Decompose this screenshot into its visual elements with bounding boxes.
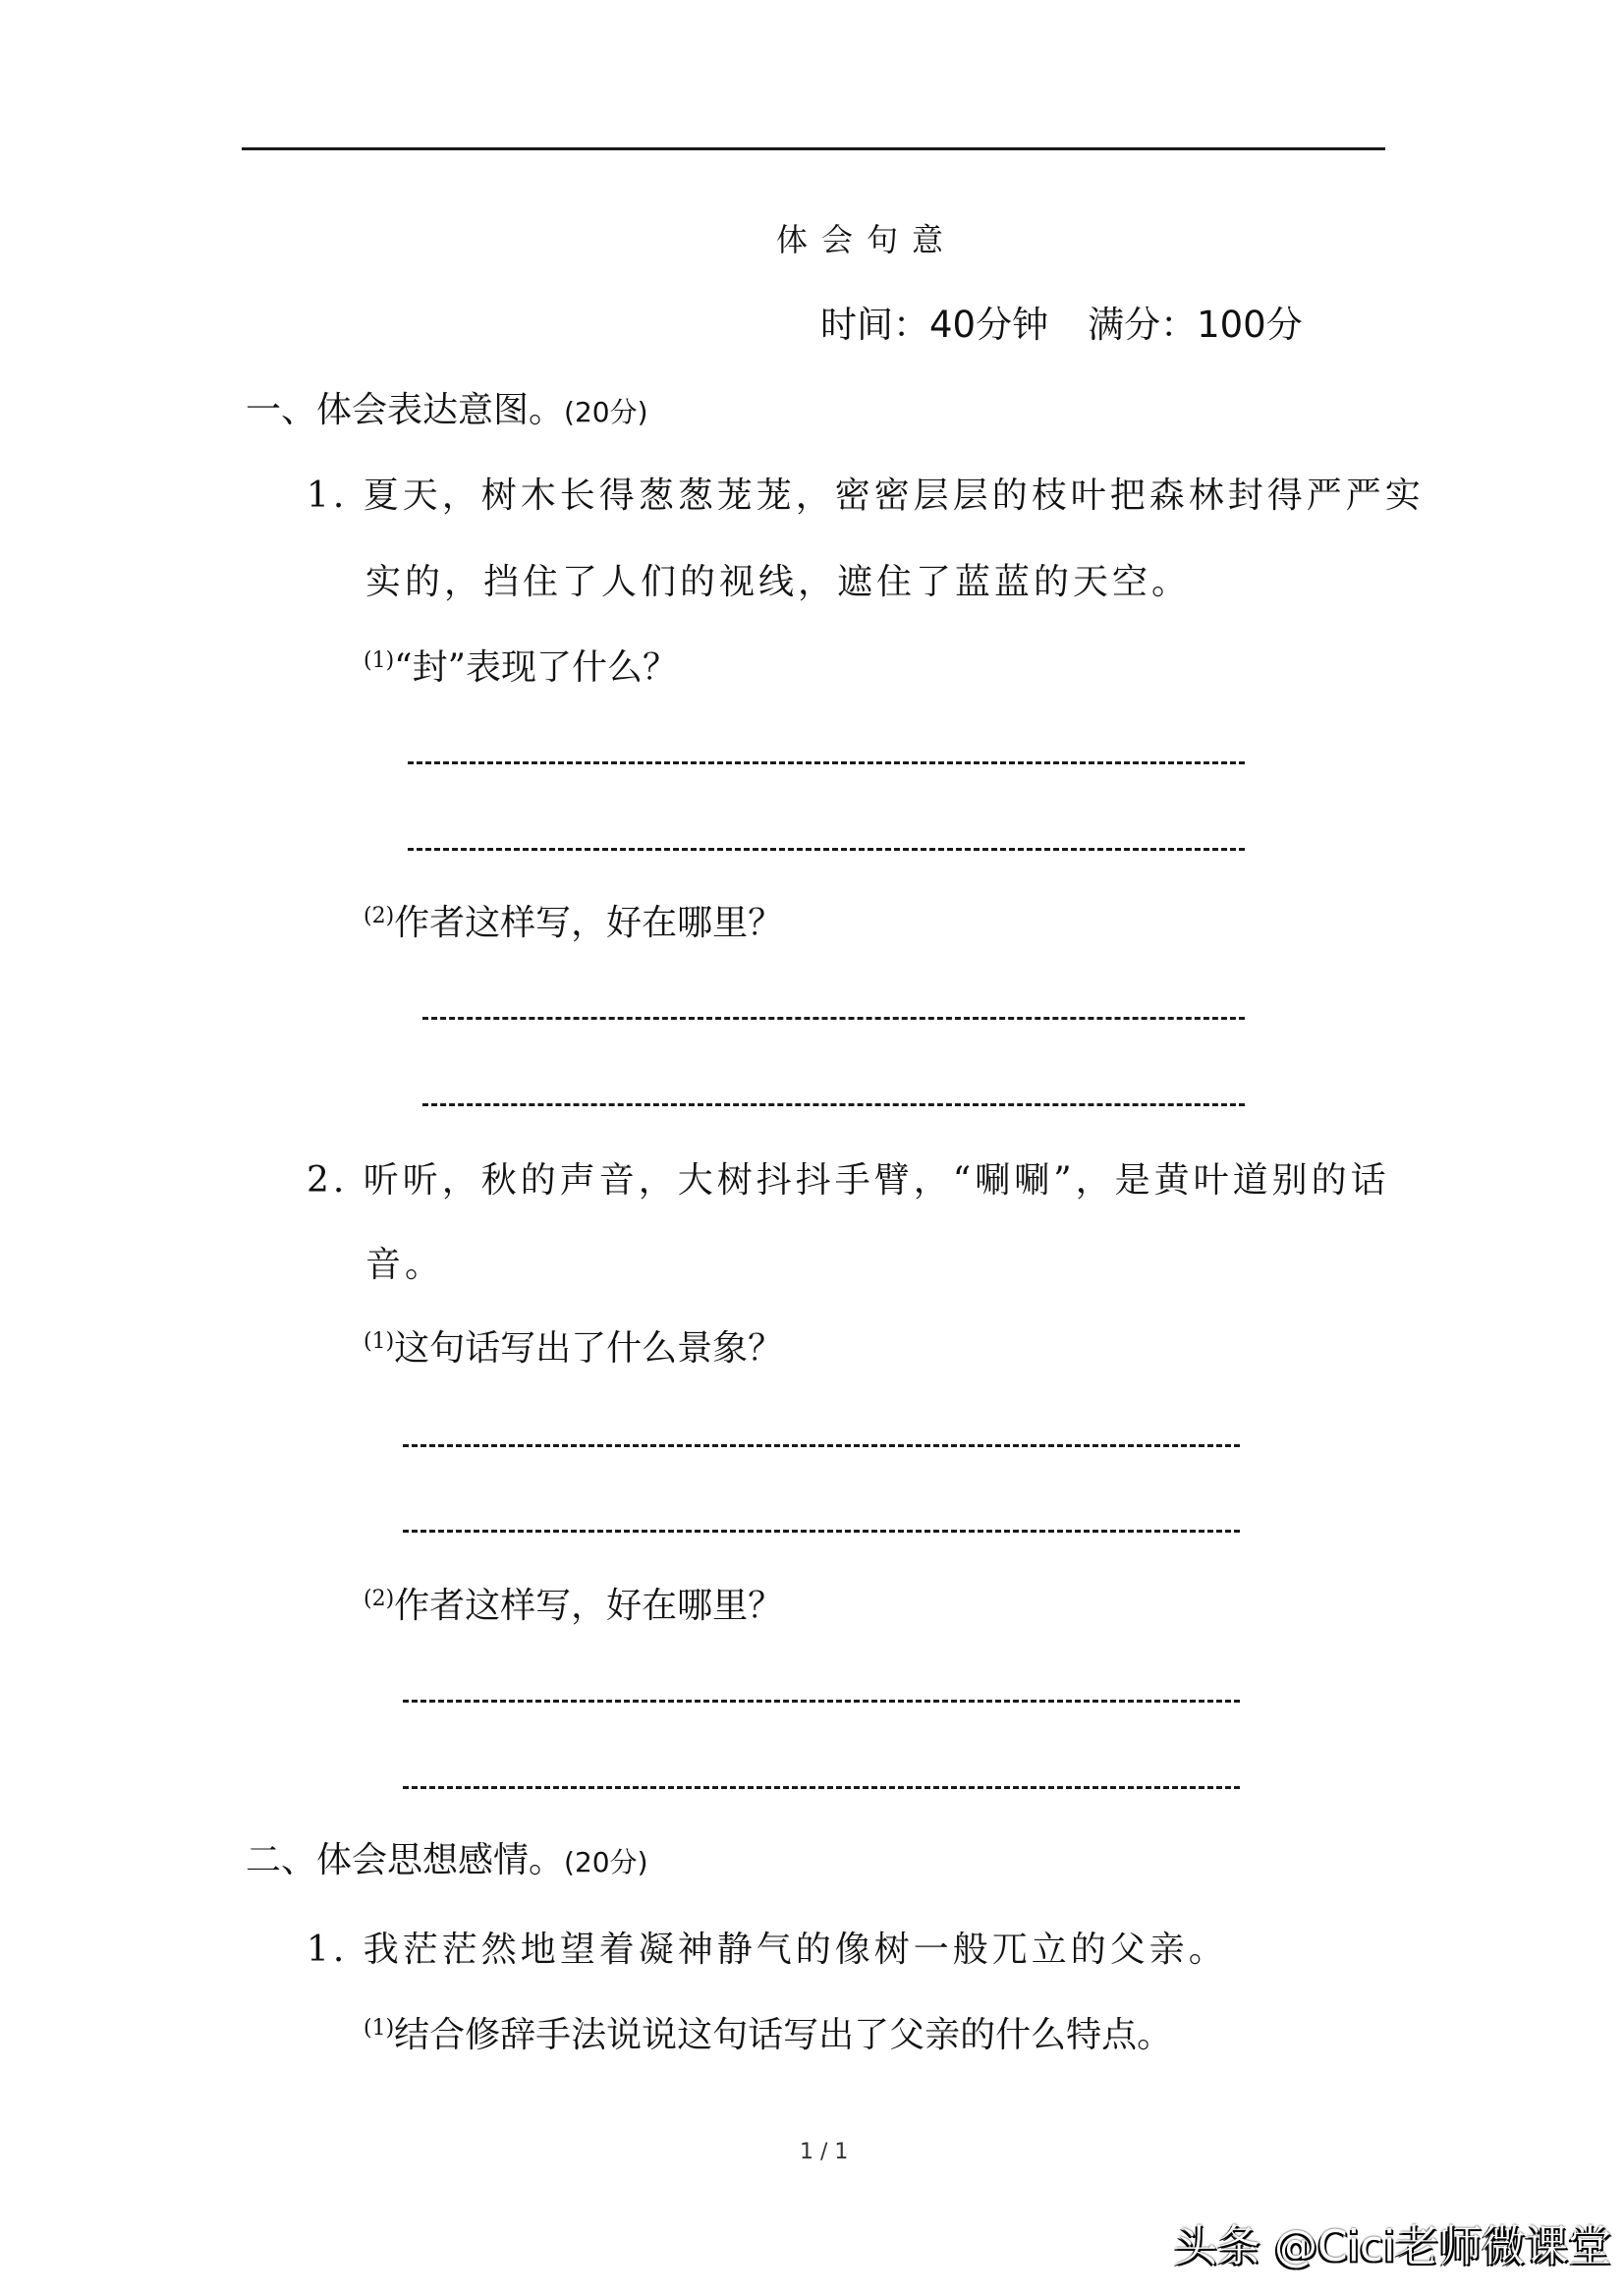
s2-q1-sub1 [364,2015,1173,2055]
sub-number: (1) [364,648,395,673]
sub-number: (1) [364,1329,395,1354]
s1-q1-sub2 [364,903,784,943]
answer-line[interactable] [408,848,1245,851]
answer-line[interactable] [422,1103,1245,1106]
section-2-title: 二、体会思想感情。 [246,1840,565,1880]
header-rule [242,147,1385,150]
section-2-points: (20分) [564,1846,648,1878]
sub-number: (2) [364,1587,395,1611]
page-title: 体会句意 [776,221,958,258]
s1-q1-line1: 1. 夏天，树木长得葱葱茏茏，密密层层的枝叶把森林封得严严实 [307,476,1425,516]
sub-text: 结合修辞手法说说这句话写出了父亲的什么特点。 [394,2015,1173,2055]
s1-q1-sub1 [364,647,678,688]
section-2-heading [246,1840,648,1880]
sub-text: “封”表现了什么？ [394,647,678,688]
s1-q2-line1: 2. 听听，秋的声音，大树抖抖手臂，“唰唰”，是黄叶道别的话 [307,1160,1390,1201]
answer-line[interactable] [403,1786,1240,1789]
section-1-heading [246,390,648,430]
section-1-title: 一、体会表达意图。 [246,390,565,430]
answer-line[interactable] [422,1017,1245,1020]
exam-meta [820,304,1303,346]
s1-q2-line2: 音。 [365,1245,445,1285]
section-1-points: (20分) [564,396,648,428]
sub-number: (1) [364,2016,395,2041]
time-limit: 时间：40分钟 [820,304,1049,346]
page-number: 1 / 1 [800,2140,849,2164]
full-score: 满分：100分 [1088,304,1303,346]
answer-line[interactable] [403,1530,1240,1533]
sub-number: (2) [364,904,395,928]
sub-text: 这句话写出了什么景象？ [394,1328,784,1369]
sub-text: 作者这样写，好在哪里？ [394,903,784,943]
sub-text: 作者这样写，好在哪里？ [394,1586,784,1626]
s1-q1-line2: 实的，挡住了人们的视线，遮住了蓝蓝的天空。 [365,562,1192,602]
answer-line[interactable] [408,761,1245,764]
answer-line[interactable] [403,1700,1240,1703]
s2-q1-line1: 1. 我茫茫然地望着凝神静气的像树一般兀立的父亲。 [307,1930,1228,1970]
answer-line[interactable] [403,1444,1240,1447]
watermark: 头条 @Cici老师微课堂 [1174,2221,1612,2271]
s1-q2-sub1 [364,1328,784,1369]
s1-q2-sub2 [364,1586,784,1626]
